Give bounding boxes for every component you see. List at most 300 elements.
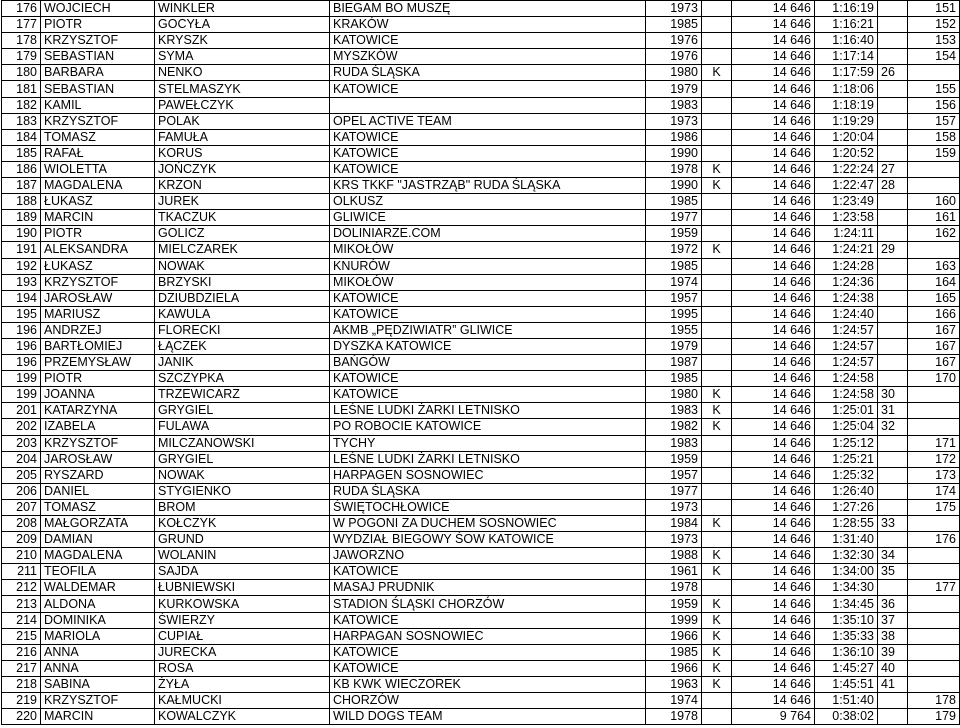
table-row [2, 65, 960, 81]
club-cell: ŚWIĘTOCHŁOWICE [330, 499, 646, 515]
time-cell: 1:24:36 [815, 274, 878, 290]
table-row [2, 596, 960, 612]
club-cell: OLKUSZ [330, 194, 646, 210]
club-cell: LEŚNE LUDKI ŻARKI LETNISKO [330, 403, 646, 419]
first-name-cell: PIOTR [41, 17, 155, 33]
club-cell: HARPAGEN SOSNOWIEC [330, 467, 646, 483]
last-name-cell: WOLANIN [155, 548, 330, 564]
first-name-cell: WOJCIECH [41, 1, 155, 17]
place-cell: 208 [2, 516, 41, 532]
club-cell: KB KWK WIECZOREK [330, 676, 646, 692]
place-cell: 190 [2, 226, 41, 242]
time-cell: 1:25:21 [815, 451, 878, 467]
category-cell [702, 97, 732, 113]
place-cell: 209 [2, 532, 41, 548]
first-name-cell: DAMIAN [41, 532, 155, 548]
women-place-cell: 39 [878, 644, 908, 660]
distance-cell: 14 646 [732, 451, 815, 467]
birth-year-cell: 1985 [646, 644, 702, 660]
club-cell: KATOWICE [330, 644, 646, 660]
time-cell: 1:28:55 [815, 516, 878, 532]
category-cell [702, 17, 732, 33]
women-place-cell: 34 [878, 548, 908, 564]
men-place-cell [908, 612, 960, 628]
women-place-cell: 32 [878, 419, 908, 435]
place-cell: 191 [2, 242, 41, 258]
club-cell: KATOWICE [330, 564, 646, 580]
time-cell: 1:24:58 [815, 387, 878, 403]
women-place-cell: 27 [878, 161, 908, 177]
time-cell: 1:26:40 [815, 483, 878, 499]
club-cell: MIKOŁÓW [330, 274, 646, 290]
club-cell: MIKOŁÓW [330, 242, 646, 258]
last-name-cell: SAJDA [155, 564, 330, 580]
men-place-cell: 159 [908, 145, 960, 161]
birth-year-cell: 1957 [646, 290, 702, 306]
birth-year-cell: 1955 [646, 322, 702, 338]
first-name-cell: SABINA [41, 676, 155, 692]
women-place-cell [878, 483, 908, 499]
first-name-cell: KRZYSZTOF [41, 33, 155, 49]
time-cell: 1:34:45 [815, 596, 878, 612]
club-cell: KRAKÓW [330, 17, 646, 33]
birth-year-cell: 1959 [646, 451, 702, 467]
table-row [2, 580, 960, 596]
time-cell: 1:20:04 [815, 129, 878, 145]
last-name-cell: ŚWIERZY [155, 612, 330, 628]
club-cell: KATOWICE [330, 612, 646, 628]
birth-year-cell: 1977 [646, 483, 702, 499]
first-name-cell: TEOFILA [41, 564, 155, 580]
time-cell: 0:38:02 [815, 709, 878, 725]
first-name-cell: ANNA [41, 644, 155, 660]
table-row [2, 564, 960, 580]
place-cell: 183 [2, 113, 41, 129]
distance-cell: 14 646 [732, 322, 815, 338]
place-cell: 219 [2, 693, 41, 709]
women-place-cell: 31 [878, 403, 908, 419]
men-place-cell: 160 [908, 194, 960, 210]
first-name-cell: TOMASZ [41, 129, 155, 145]
women-place-cell [878, 435, 908, 451]
place-cell: 205 [2, 467, 41, 483]
women-place-cell [878, 371, 908, 387]
birth-year-cell: 1978 [646, 709, 702, 725]
women-place-cell: 41 [878, 676, 908, 692]
last-name-cell: JUREK [155, 194, 330, 210]
last-name-cell: DZIUBDZIELA [155, 290, 330, 306]
men-place-cell [908, 628, 960, 644]
distance-cell: 14 646 [732, 17, 815, 33]
table-row [2, 499, 960, 515]
last-name-cell: JURECKA [155, 644, 330, 660]
table-row [2, 113, 960, 129]
birth-year-cell: 1959 [646, 596, 702, 612]
time-cell: 1:24:57 [815, 355, 878, 371]
last-name-cell: KAWULA [155, 306, 330, 322]
first-name-cell: JAROSŁAW [41, 290, 155, 306]
last-name-cell: KOWALCZYK [155, 709, 330, 725]
distance-cell: 14 646 [732, 258, 815, 274]
last-name-cell: ROSA [155, 660, 330, 676]
table-row [2, 178, 960, 194]
table-row [2, 290, 960, 306]
last-name-cell: ŁUBNIEWSKI [155, 580, 330, 596]
club-cell: DYSZKA KATOWICE [330, 338, 646, 354]
category-cell [702, 1, 732, 17]
last-name-cell: STELMASZYK [155, 81, 330, 97]
distance-cell: 14 646 [732, 81, 815, 97]
place-cell: 184 [2, 129, 41, 145]
place-cell: 214 [2, 612, 41, 628]
place-cell: 203 [2, 435, 41, 451]
category-cell: K [702, 403, 732, 419]
last-name-cell: PAWEŁCZYK [155, 97, 330, 113]
women-place-cell [878, 97, 908, 113]
table-row [2, 81, 960, 97]
distance-cell: 14 646 [732, 660, 815, 676]
men-place-cell: 175 [908, 499, 960, 515]
first-name-cell: JAROSŁAW [41, 451, 155, 467]
time-cell: 1:24:40 [815, 306, 878, 322]
first-name-cell: BARBARA [41, 65, 155, 81]
time-cell: 1:23:58 [815, 210, 878, 226]
club-cell: KATOWICE [330, 660, 646, 676]
club-cell: KATOWICE [330, 161, 646, 177]
first-name-cell: KRZYSZTOF [41, 274, 155, 290]
category-cell [702, 483, 732, 499]
category-cell: K [702, 660, 732, 676]
table-row [2, 548, 960, 564]
men-place-cell: 157 [908, 113, 960, 129]
category-cell: K [702, 387, 732, 403]
distance-cell: 14 646 [732, 306, 815, 322]
distance-cell: 14 646 [732, 338, 815, 354]
men-place-cell: 158 [908, 129, 960, 145]
women-place-cell [878, 693, 908, 709]
table-row [2, 322, 960, 338]
birth-year-cell: 1977 [646, 210, 702, 226]
first-name-cell: KRZYSZTOF [41, 113, 155, 129]
club-cell: BAŃGÓW [330, 355, 646, 371]
distance-cell: 14 646 [732, 483, 815, 499]
table-row [2, 483, 960, 499]
last-name-cell: TRZEWICARZ [155, 387, 330, 403]
distance-cell: 14 646 [732, 564, 815, 580]
last-name-cell: ŻYŁA [155, 676, 330, 692]
time-cell: 1:51:40 [815, 693, 878, 709]
place-cell: 215 [2, 628, 41, 644]
men-place-cell [908, 548, 960, 564]
men-place-cell: 166 [908, 306, 960, 322]
first-name-cell: MARIUSZ [41, 306, 155, 322]
table-row [2, 355, 960, 371]
birth-year-cell: 1979 [646, 81, 702, 97]
birth-year-cell: 1995 [646, 306, 702, 322]
category-cell [702, 194, 732, 210]
women-place-cell: 37 [878, 612, 908, 628]
birth-year-cell: 1974 [646, 274, 702, 290]
men-place-cell: 178 [908, 693, 960, 709]
category-cell [702, 306, 732, 322]
last-name-cell: KOŁCZYK [155, 516, 330, 532]
birth-year-cell: 1984 [646, 516, 702, 532]
distance-cell: 14 646 [732, 532, 815, 548]
women-place-cell [878, 322, 908, 338]
men-place-cell: 156 [908, 97, 960, 113]
birth-year-cell: 1985 [646, 258, 702, 274]
time-cell: 1:19:29 [815, 113, 878, 129]
table-row [2, 226, 960, 242]
category-cell [702, 274, 732, 290]
place-cell: 210 [2, 548, 41, 564]
distance-cell: 14 646 [732, 178, 815, 194]
distance-cell: 14 646 [732, 516, 815, 532]
club-cell: KRS TKKF "JASTRZĄB" RUDA ŚLĄSKA [330, 178, 646, 194]
men-place-cell [908, 387, 960, 403]
women-place-cell [878, 338, 908, 354]
women-place-cell [878, 499, 908, 515]
distance-cell: 14 646 [732, 693, 815, 709]
last-name-cell: SYMA [155, 49, 330, 65]
last-name-cell: TKACZUK [155, 210, 330, 226]
club-cell: RUDA ŚLĄSKA [330, 65, 646, 81]
first-name-cell: TOMASZ [41, 499, 155, 515]
first-name-cell: JOANNA [41, 387, 155, 403]
women-place-cell [878, 226, 908, 242]
men-place-cell: 152 [908, 17, 960, 33]
distance-cell: 14 646 [732, 226, 815, 242]
last-name-cell: BROM [155, 499, 330, 515]
women-place-cell: 28 [878, 178, 908, 194]
men-place-cell: 164 [908, 274, 960, 290]
table-row [2, 451, 960, 467]
table-row [2, 242, 960, 258]
last-name-cell: GRUND [155, 532, 330, 548]
women-place-cell: 26 [878, 65, 908, 81]
birth-year-cell: 1983 [646, 403, 702, 419]
place-cell: 193 [2, 274, 41, 290]
birth-year-cell: 1983 [646, 435, 702, 451]
place-cell: 192 [2, 258, 41, 274]
distance-cell: 14 646 [732, 49, 815, 65]
last-name-cell: GRYGIEL [155, 403, 330, 419]
place-cell: 195 [2, 306, 41, 322]
club-cell: DOLINIARZE.COM [330, 226, 646, 242]
men-place-cell: 172 [908, 451, 960, 467]
club-cell: KNURÓW [330, 258, 646, 274]
table-row [2, 628, 960, 644]
time-cell: 1:16:21 [815, 17, 878, 33]
first-name-cell: MARIOLA [41, 628, 155, 644]
birth-year-cell: 1973 [646, 532, 702, 548]
table-row [2, 97, 960, 113]
birth-year-cell: 1985 [646, 371, 702, 387]
table-row [2, 306, 960, 322]
men-place-cell [908, 419, 960, 435]
category-cell [702, 210, 732, 226]
men-place-cell [908, 65, 960, 81]
first-name-cell: DANIEL [41, 483, 155, 499]
club-cell: KATOWICE [330, 387, 646, 403]
category-cell [702, 709, 732, 725]
birth-year-cell: 1988 [646, 548, 702, 564]
last-name-cell: NOWAK [155, 258, 330, 274]
time-cell: 1:18:19 [815, 97, 878, 113]
place-cell: 181 [2, 81, 41, 97]
distance-cell: 14 646 [732, 129, 815, 145]
category-cell: K [702, 178, 732, 194]
time-cell: 1:34:00 [815, 564, 878, 580]
results-body [2, 1, 960, 725]
last-name-cell: KAŁMUCKI [155, 693, 330, 709]
first-name-cell: MARCIN [41, 709, 155, 725]
distance-cell: 14 646 [732, 548, 815, 564]
club-cell: OPEL ACTIVE TEAM [330, 113, 646, 129]
birth-year-cell: 1966 [646, 660, 702, 676]
club-cell: RUDA ŚLĄSKA [330, 483, 646, 499]
birth-year-cell: 1986 [646, 129, 702, 145]
men-place-cell [908, 516, 960, 532]
last-name-cell: KRYSZK [155, 33, 330, 49]
place-cell: 188 [2, 194, 41, 210]
time-cell: 1:17:14 [815, 49, 878, 65]
distance-cell: 14 646 [732, 387, 815, 403]
category-cell [702, 322, 732, 338]
time-cell: 1:17:59 [815, 65, 878, 81]
time-cell: 1:24:57 [815, 338, 878, 354]
women-place-cell [878, 210, 908, 226]
place-cell: 217 [2, 660, 41, 676]
birth-year-cell: 1985 [646, 194, 702, 210]
table-row [2, 532, 960, 548]
place-cell: 220 [2, 709, 41, 725]
men-place-cell: 167 [908, 355, 960, 371]
category-cell [702, 451, 732, 467]
category-cell: K [702, 65, 732, 81]
time-cell: 1:23:49 [815, 194, 878, 210]
place-cell: 187 [2, 178, 41, 194]
category-cell [702, 532, 732, 548]
birth-year-cell: 1957 [646, 467, 702, 483]
last-name-cell: FLORECKI [155, 322, 330, 338]
category-cell: K [702, 612, 732, 628]
time-cell: 1:24:21 [815, 242, 878, 258]
women-place-cell: 33 [878, 516, 908, 532]
category-cell: K [702, 644, 732, 660]
category-cell: K [702, 161, 732, 177]
distance-cell: 14 646 [732, 419, 815, 435]
birth-year-cell: 1963 [646, 676, 702, 692]
category-cell [702, 226, 732, 242]
category-cell: K [702, 596, 732, 612]
distance-cell: 14 646 [732, 145, 815, 161]
birth-year-cell: 1990 [646, 178, 702, 194]
category-cell [702, 258, 732, 274]
first-name-cell: ALEKSANDRA [41, 242, 155, 258]
time-cell: 1:31:40 [815, 532, 878, 548]
club-cell: W POGONI ZA DUCHEM SOSNOWIEC [330, 516, 646, 532]
distance-cell: 14 646 [732, 113, 815, 129]
club-cell: KATOWICE [330, 145, 646, 161]
women-place-cell [878, 1, 908, 17]
table-row [2, 387, 960, 403]
men-place-cell: 177 [908, 580, 960, 596]
distance-cell: 14 646 [732, 628, 815, 644]
distance-cell: 14 646 [732, 467, 815, 483]
table-row [2, 435, 960, 451]
men-place-cell: 167 [908, 322, 960, 338]
place-cell: 212 [2, 580, 41, 596]
table-row [2, 516, 960, 532]
place-cell: 178 [2, 33, 41, 49]
place-cell: 206 [2, 483, 41, 499]
club-cell: KATOWICE [330, 306, 646, 322]
category-cell: K [702, 548, 732, 564]
birth-year-cell: 1980 [646, 65, 702, 81]
birth-year-cell: 1972 [646, 242, 702, 258]
first-name-cell: MAGDALENA [41, 178, 155, 194]
table-row [2, 49, 960, 65]
first-name-cell: KAMIL [41, 97, 155, 113]
men-place-cell: 163 [908, 258, 960, 274]
men-place-cell: 167 [908, 338, 960, 354]
first-name-cell: MAŁGORZATA [41, 516, 155, 532]
women-place-cell [878, 306, 908, 322]
women-place-cell: 40 [878, 660, 908, 676]
men-place-cell [908, 161, 960, 177]
birth-year-cell: 1961 [646, 564, 702, 580]
club-cell: KATOWICE [330, 129, 646, 145]
men-place-cell: 179 [908, 709, 960, 725]
club-cell: KATOWICE [330, 81, 646, 97]
first-name-cell: IZABELA [41, 419, 155, 435]
women-place-cell [878, 194, 908, 210]
time-cell: 1:27:26 [815, 499, 878, 515]
women-place-cell [878, 33, 908, 49]
place-cell: 180 [2, 65, 41, 81]
category-cell: K [702, 516, 732, 532]
time-cell: 1:25:32 [815, 467, 878, 483]
place-cell: 194 [2, 290, 41, 306]
distance-cell: 14 646 [732, 1, 815, 17]
distance-cell: 14 646 [732, 161, 815, 177]
time-cell: 1:16:19 [815, 1, 878, 17]
last-name-cell: GOLICZ [155, 226, 330, 242]
table-row [2, 210, 960, 226]
table-row [2, 403, 960, 419]
birth-year-cell: 1987 [646, 355, 702, 371]
men-place-cell: 171 [908, 435, 960, 451]
birth-year-cell: 1985 [646, 17, 702, 33]
table-row [2, 161, 960, 177]
club-cell [330, 97, 646, 113]
birth-year-cell: 1973 [646, 113, 702, 129]
last-name-cell: GOCYŁA [155, 17, 330, 33]
women-place-cell [878, 467, 908, 483]
table-row [2, 17, 960, 33]
time-cell: 1:24:38 [815, 290, 878, 306]
last-name-cell: CUPIAŁ [155, 628, 330, 644]
category-cell [702, 33, 732, 49]
last-name-cell: KRZON [155, 178, 330, 194]
first-name-cell: RAFAŁ [41, 145, 155, 161]
first-name-cell: ALDONA [41, 596, 155, 612]
birth-year-cell: 1978 [646, 161, 702, 177]
distance-cell: 14 646 [732, 596, 815, 612]
category-cell [702, 371, 732, 387]
men-place-cell: 174 [908, 483, 960, 499]
